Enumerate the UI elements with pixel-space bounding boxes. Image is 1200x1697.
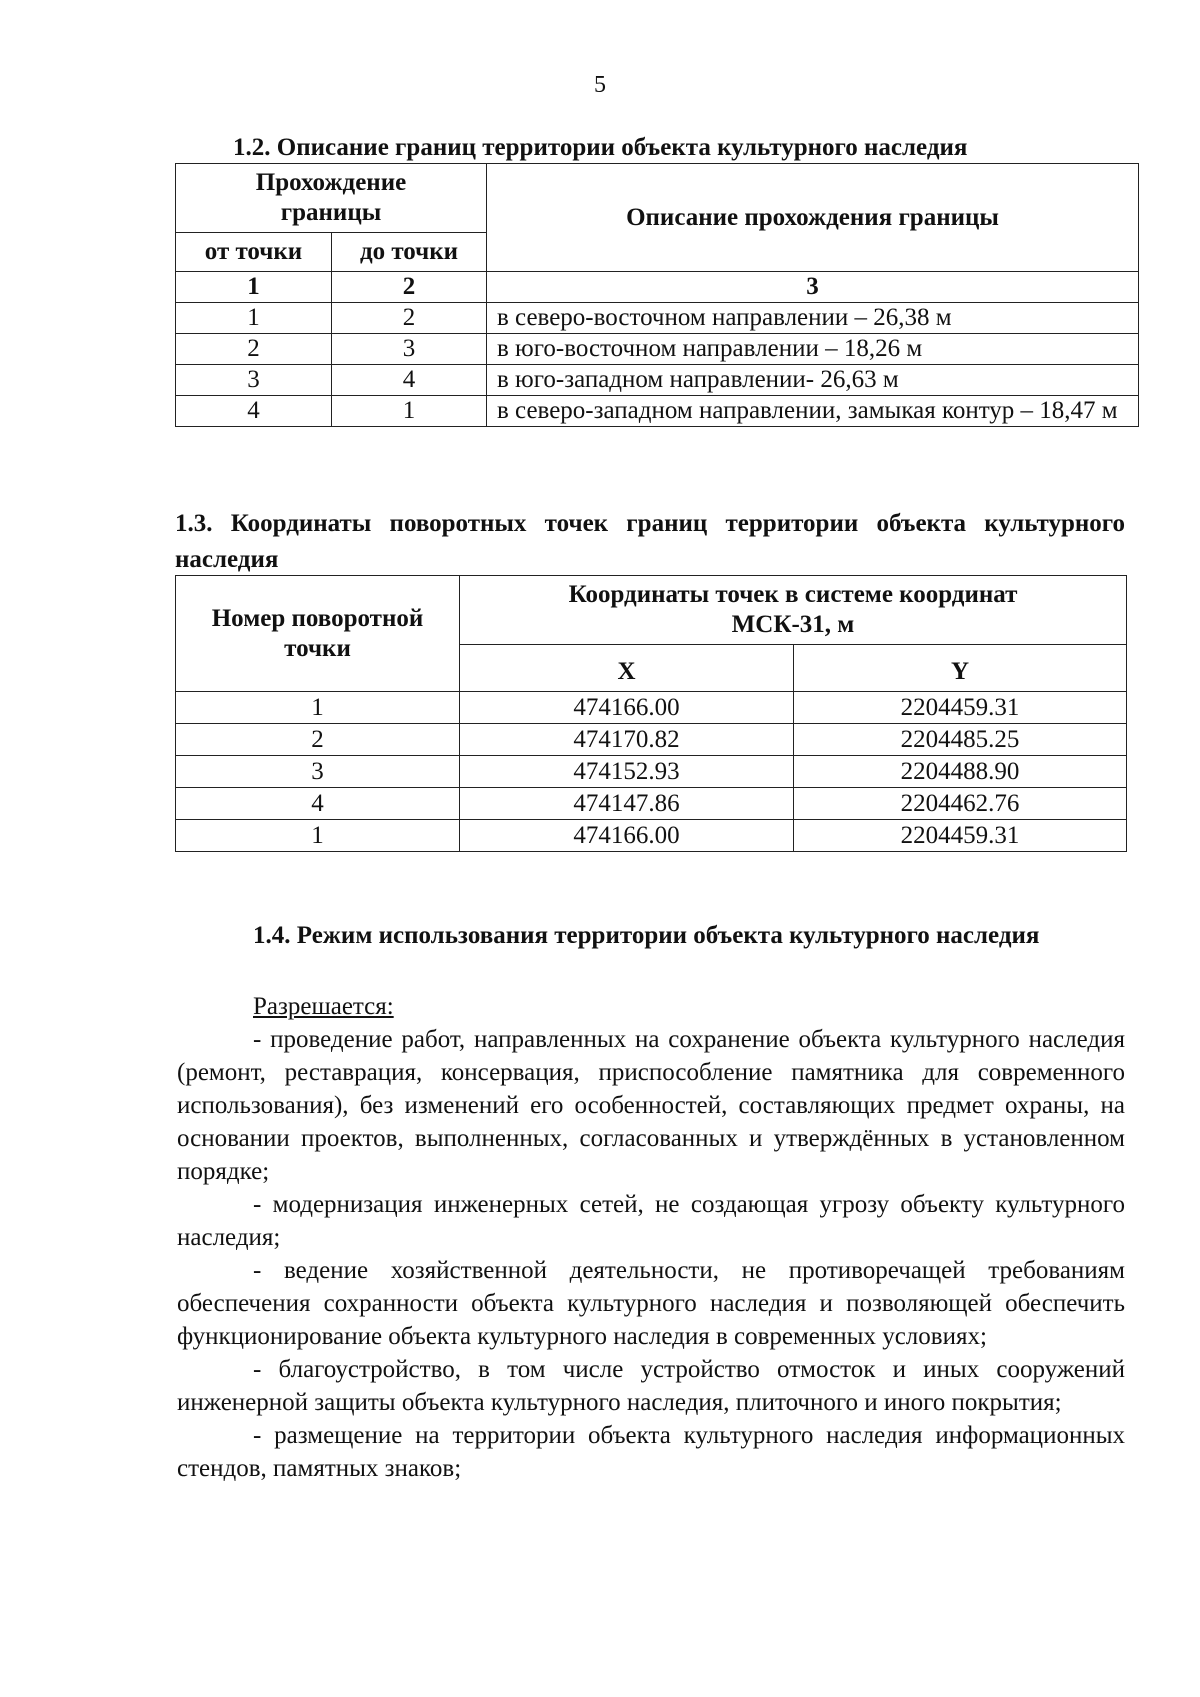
header-description: Описание прохождения границы <box>487 164 1139 272</box>
section-1-3-title: 1.3. Координаты поворотных точек границ территории объекта культурного наследия <box>175 510 1125 573</box>
allowed-item: - благоустройство, в том числе устройство отмосток и иных сооружений инженерной защиты объекта культурного наследия, плиточного и иного покрытия; <box>177 1356 1125 1416</box>
allowed-item: - модернизация инженерных сетей, не создающая угрозу объекту культурного наследия; <box>177 1191 1125 1251</box>
header-x: X <box>460 645 794 692</box>
coord-x: 474166.00 <box>460 692 794 724</box>
boundary-description: в северо-западном направлении, замыкая контур – 18,47 м <box>487 396 1139 427</box>
to-point: 3 <box>332 334 487 365</box>
section-1-2-title: 1.2. Описание границ территории объекта культурного наследия <box>233 134 968 161</box>
header-point-number: Номер поворотной точки <box>176 576 460 692</box>
coordinates-table <box>175 575 1127 852</box>
section-1-4-title: 1.4. Режим использования территории объекта культурного наследия <box>253 922 1040 949</box>
header-passage: Прохождение границы <box>176 164 487 233</box>
column-number: 1 <box>176 272 332 303</box>
boundary-description: в северо-восточном направлении – 26,38 м <box>487 303 1139 334</box>
allowed-label-line <box>177 990 1125 1023</box>
header-to: до точки <box>332 233 487 272</box>
column-number: 3 <box>487 272 1139 303</box>
coord-x: 474170.82 <box>460 724 794 756</box>
allowed-item: - ведение хозяйственной деятельности, не противоречащей требованиям обеспечения сохранности объекта культурного наследия и позволяющей обеспечить функционирование объекта культурного наследия в современных условиях; <box>177 1257 1125 1350</box>
table-row <box>176 756 1127 788</box>
to-point: 4 <box>332 365 487 396</box>
boundary-description-table <box>175 163 1139 427</box>
point-number: 2 <box>176 724 460 756</box>
allowed-item: - проведение работ, направленных на сохранение объекта культурного наследия (ремонт, реставрация, консервация, приспособление памятника для современного использования), без изменений его особенностей, составляющих предмет охраны, на основании проектов, выполненных, согласованных и утверждённых в установленном порядке; <box>177 1026 1125 1185</box>
table-row <box>176 334 1139 365</box>
table-row <box>176 396 1139 427</box>
point-number: 1 <box>176 820 460 852</box>
boundary-description: в юго-западном направлении- 26,63 м <box>487 365 1139 396</box>
table-header-row <box>176 576 1127 645</box>
from-point: 3 <box>176 365 332 396</box>
from-point: 2 <box>176 334 332 365</box>
coord-y: 2204488.90 <box>794 756 1127 788</box>
from-point: 1 <box>176 303 332 334</box>
coord-y: 2204485.25 <box>794 724 1127 756</box>
table-header-row <box>176 164 1139 233</box>
from-point: 4 <box>176 396 332 427</box>
coord-y: 2204459.31 <box>794 692 1127 724</box>
coord-y: 2204462.76 <box>794 788 1127 820</box>
page-number: 5 <box>594 72 606 98</box>
header-from: от точки <box>176 233 332 272</box>
column-number-row <box>176 272 1139 303</box>
table-row <box>176 692 1127 724</box>
coord-y: 2204459.31 <box>794 820 1127 852</box>
table-row <box>176 788 1127 820</box>
table-row <box>176 303 1139 334</box>
coord-x: 474152.93 <box>460 756 794 788</box>
coord-x: 474147.86 <box>460 788 794 820</box>
table-row <box>176 365 1139 396</box>
header-coordinates: Координаты точек в системе координат МСК-31, м <box>460 576 1127 645</box>
point-number: 4 <box>176 788 460 820</box>
allowed-label: Разрешается: <box>253 993 394 1020</box>
header-y: Y <box>794 645 1127 692</box>
table-row <box>176 724 1127 756</box>
column-number: 2 <box>332 272 487 303</box>
coord-x: 474166.00 <box>460 820 794 852</box>
usage-regime-body <box>177 990 1125 1485</box>
to-point: 1 <box>332 396 487 427</box>
allowed-item: - размещение на территории объекта культурного наследия информационных стендов, памятных знаков; <box>177 1422 1125 1482</box>
boundary-description: в юго-восточном направлении – 18,26 м <box>487 334 1139 365</box>
table-row <box>176 820 1127 852</box>
point-number: 3 <box>176 756 460 788</box>
point-number: 1 <box>176 692 460 724</box>
to-point: 2 <box>332 303 487 334</box>
